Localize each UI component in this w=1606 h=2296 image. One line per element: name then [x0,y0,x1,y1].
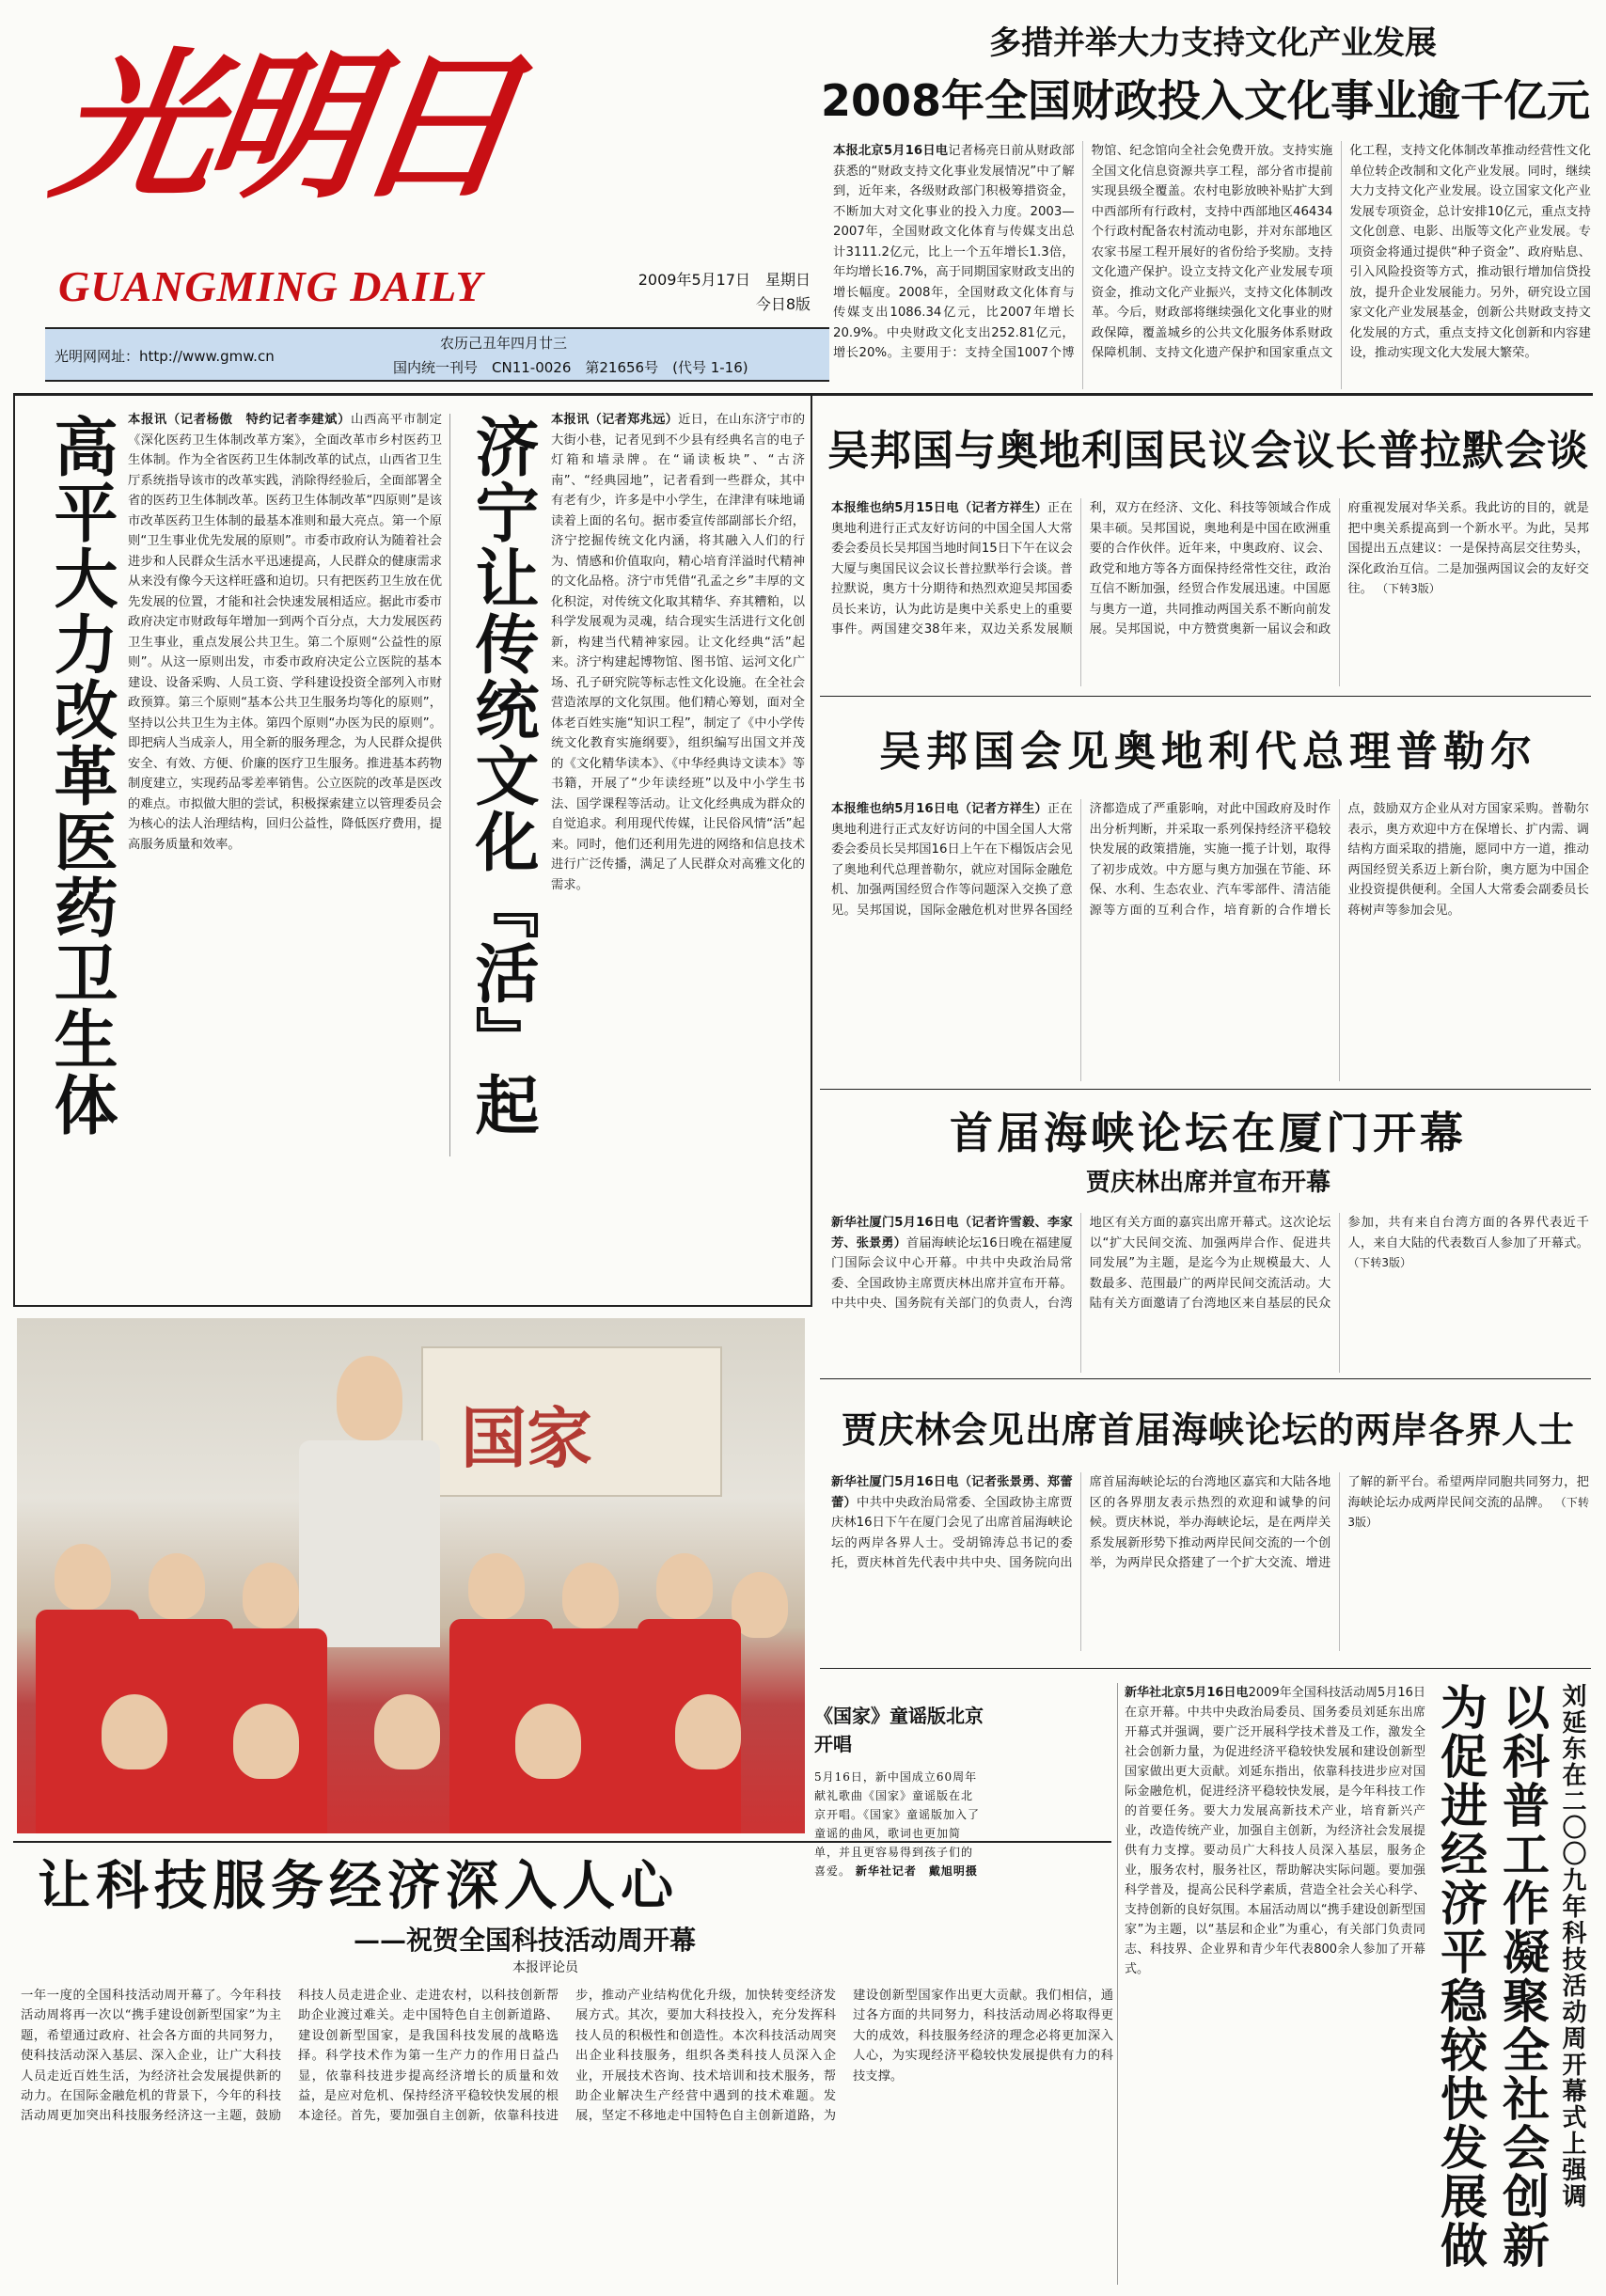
divider [13,395,15,1307]
liu-headline-line1[interactable]: 以科普工作凝聚全社会创新 [1495,1683,1550,2270]
jia-meets-text: 中共中央政治局常委、全国政协主席贾庆林16日下午在厦门会见了出席首届海峡论坛的两岸各界人士。受胡锦涛总书记的委托，贾庆林首先代表中共中央、国务院向出席首届海峡论坛的台湾地区嘉宾和大陆各地区的各界朋友表示热烈的欢迎和诚挚的问候。贾庆林说，举办海峡论坛，是在两岸关系发展新形势下推动两岸民间交流的一个创举，为两岸民众搭建了一个扩大交流、增进了解的新平台。希望两岸同胞共同努力，把海峡论坛办成两岸民间交流的品牌。 [831,1475,1589,1570]
website-link[interactable]: 光明网网址：http://www.gmw.cn [55,348,275,365]
divider [13,1841,1111,1843]
editorial-byline: 本报评论员 [512,1960,578,1975]
lead-headline[interactable]: 2008年全国财政投入文化事业逾千亿元 [820,75,1591,126]
editorial-headline[interactable]: 让科技服务经济深入人心 [38,1856,679,1917]
wu-parl-continued: （下转3版） [1377,582,1441,595]
strait-forum-text: 首届海峡论坛16日晚在福建厦门国际会议中心开幕。中共中央政治局常委、全国政协主席贾庆林出席并宣布开幕。中共中央、国务院有关部门的负责人，台湾地区有关方面的嘉宾出席开幕式。这次论坛以“扩大民间交流、加强两岸合作、促进共同发展”为主题，是迄今为止规模最大、人数最多、范围最广的两岸民间交流活动。大陆有关方面邀请了台湾地区来自基层的民众参加，共有来自台湾方面的各界代表近千人，来自大陆的代表数百人参加了开幕式。 [831,1216,1589,1311]
issn-number: 国内统一刊号 CN11-0026 第21656号 (代号 1-16) [393,359,748,376]
divider [449,414,450,1156]
lead-body [833,141,1591,389]
masthead-info-bar [45,327,829,382]
liu-kicker: 刘延东在二〇〇九年科技活动周开幕式上强调 [1558,1683,1586,2210]
liu-dateline: 新华社北京5月16日电 [1125,1686,1249,1700]
photo-screen-text: 国家 [461,1399,592,1477]
liu-headline-line2[interactable]: 为促进经济平稳较快发展做 [1433,1683,1488,2270]
lead-kicker: 多措并举大力支持文化产业发展 [989,24,1437,62]
strait-forum-body [831,1213,1589,1373]
wu-parl-body [831,498,1589,686]
masthead-date-block [566,268,811,324]
photo-credit: 新华社记者 戴旭明摄 [855,1864,978,1878]
wu-chancellor-headline[interactable]: 吴邦国会见奥地利代总理普勒尔 [879,728,1537,776]
masthead-logo: 光明日報 [42,33,522,221]
divider [13,393,1593,396]
healthcare-dateline: 本报讯（记者杨傲 特约记者李建斌） [128,413,352,427]
strait-forum-headline[interactable]: 首届海峡论坛在厦门开幕 [950,1108,1467,1158]
divider [1117,1683,1118,2285]
photo-caption [814,1768,984,1956]
editorial-subtitle: ——祝贺全国科技活动周开幕 [353,1925,696,1956]
divider [820,1089,1591,1090]
issue-date: 2009年5月17日 星期日 [638,271,811,289]
culture-body [551,410,805,1294]
strait-forum-subtitle: 贾庆林出席并宣布开幕 [1085,1169,1330,1197]
divider [820,696,1591,697]
photo-caption-body: 5月16日，新中国成立60周年献礼歌曲《国家》童谣版在北京开唱。《国家》童谣版加入了童谣的曲风，歌词也更加简单，并且更容易得到孩子们的喜爱。 [814,1770,981,1878]
lead-dateline: 本报北京5月16日电 [833,144,949,158]
divider [820,1668,1591,1669]
masthead-logo-en: GUANGMING DAILY [58,262,483,310]
liu-body [1125,1683,1425,2285]
jia-meets-continued: （下转3版） [1347,1495,1589,1529]
photo-backdrop-screen [421,1346,722,1497]
wu-chancellor-body [831,799,1589,1081]
strait-forum-dateline: 新华社厦门5月16日电（记者许雪毅、李家芳、张景勇） [831,1216,1073,1250]
culture-text: 近日，在山东济宁市的大街小巷，记者见到不少县有经典名言的电子灯箱和墙录牌。在“诵读板块”、“古济南”、“经典园地”，记者看到一些群众，其中有老有少，许多是中小学生，在津津有味地诵读着上面的名句。据市委宣传部副部长介绍，济宁挖掘传统文化内涵，将其融入人们的行为、情感和价值取向，精心培育洋溢时代精神的文化品格。济宁市凭借“孔孟之乡”丰厚的文化积淀，对传统文化取其精华、弃其糟粕，以科学发展观为灵魂，结合现实生活进行文化创新，构建当代精神家园。让文化经典“活”起来。济宁构建起博物馆、图书馆、运河文化广场、孔子研究院等标志性文化设施。在全社会营造浓厚的文化氛围。他们精心筹划，面对全体老百姓实施“知识工程”，制定了《中小学传统文化教育实施纲要》，组织编写出国文并茂的《文化精华读本》、《中华经典诗文读本》等书籍，开展了“少年读经班”以及中小学生书法、国学课程等活动。让文化经典成为群众的自觉追求。利用现代传媒，让民俗风情“活”起来。同时，他们还利用先进的网络和信息技术进行广泛传播，满足了人民群众对高雅文化的需求。 [551,413,805,892]
jia-meets-dateline: 新华社厦门5月16日电（记者张景勇、郑蕾蕾） [831,1475,1073,1510]
jia-meets-headline[interactable]: 贾庆林会见出席首届海峡论坛的两岸各界人士 [841,1409,1575,1451]
editorial-body: 一年一度的全国科技活动周开幕了。今年科技活动周将再一次以“携手建设创新型国家”为主题，希望通过政府、社会各方面的共同努力，使科技活动深入基层、深入企业，让广大科技人员走近百姓生活，为经济社会发展提供新的动力。在国际金融危机的背景下，今年的科技活动周更加突出科技服务经济这一主题，鼓励科技人员走进企业、走进农村，以科技创新帮助企业渡过难关。走中国特色自主创新道路、建设创新型国家，是我国科技发展的战略选择。科学技术作为第一生产力的作用日益凸显，依靠科技进步提高经济增长的质量和效益，是应对危机、保持经济平稳较快发展的根本途径。首先，要加强自主创新，依靠科技进步，推动产业结构优化升级，加快转变经济发展方式。其次，要加大科技投入，充分发挥科技人员的积极性和创造性。本次科技活动周突出企业科技服务，组织各类科技人员深入企业，开展技术咨询、技术培训和技术服务，帮助企业解决生产经营中遇到的技术难题。发展，坚定不移地走中国特色自主创新道路，为建设创新型国家作出更大贡献。我们相信，通过各方面的共同努力，科技活动周必将取得更大的成效，科技服务经济的理念必将更加深入人心，为实现经济平稳较快发展提供有力的科技支撑。 [21,1989,1113,2124]
photo-caption-title: 《国家》童谣版北京开唱 [814,1705,984,1755]
healthcare-body [128,410,442,1162]
wu-chancellor-dateline: 本报维也纳5月16日电（记者方祥生） [831,802,1047,816]
divider [820,1378,1591,1379]
culture-headline[interactable]: 济宁让传统文化『活』起 [464,414,539,1138]
healthcare-text: 山西高平市制定《深化医药卫生体制改革方案》，全面改革市乡村医药卫生体制。作为全省医药卫生体制改革的试点，山西省卫生厅系统指导该市的改革实践，消除得经验后，全面部署全省的医药卫生体制改革。医药卫生体制改革“四原则”是该市改革医药卫生体制的最基本准则和最大亮点。第一个原则“卫生事业优先发展的原则”。市委市政府认为随着社会进步和人民群众生活水平迅速提高，人民群众的健康需求从来没有像今天这样旺盛和迫切。只有把医药卫生放在优先发展的位置，才能和社会快速发展相适应。据此市委市政府决定市财政每年增加一到两个百分点，大力发展医药卫生事业，重点发展公共卫生。第二个原则“公益性的原则”。从这一原则出发，市委市政府决定公立医院的基本建设、设备采购、人员工资、学科建设投资全部列入市财政预算。第三个原则“基本公共卫生服务均等化的原则”，坚持以公共卫生为主体。第四个原则“办医为民的原则”。即把病人当成亲人，用全新的服务理念，为人民群众提供安全、有效、方便、价廉的医疗卫生服务。推进基本药物制度建立，实现药品零差率销售。公立医院的改革是医改的难点。市拟做大胆的尝试，积极探索建立以管理委员会为核心的法人治理结构，回归公益性，降低医疗费用，提高服务质量和效率。 [128,413,442,852]
healthcare-headline[interactable]: 高平大力改革医药卫生体 [43,414,118,1138]
divider [13,1305,812,1307]
liu-text: 2009年全国科技活动周5月16日在京开幕。中共中央政治局委员、国务委员刘延东出席开幕式并强调，要广泛开展科学技术普及工作，激发全社会创新力量，为促进经济平稳较快发展和建设创新型国家做出更大贡献。刘延东指出，依靠科技进步应对国际金融危机，促进经济平稳较快发展，是今年科技工作的首要任务。要大力发展高新技术产业，培育新兴产业，改造传统产业，加强自主创新，为经济社会发展提供有力支撑。要动员广大科技人员深入基层，服务企业，服务农村，服务社区，帮助解决实际问题。要加强科学普及，提高公民科学素质，营造全社会关心科学、支持创新的良好氛围。本届活动周以“携手建设创新型国家”为主题，以“基层和企业”为重心，有关部门负责同志、科技界、企业界和青少年代表800余人参加了开幕式。 [1125,1686,1425,1976]
wu-parl-dateline: 本报维也纳5月15日电（记者方祥生） [831,501,1047,515]
wu-chancellor-text: 正在奥地利进行正式友好访问的中国全国人大常委会委员长吴邦国16日上午在下榻饭店会见了奥地利代总理普勒尔，就应对国际金融危机、加强两国经贸合作等问题深入交换了意见。吴邦国说，国际金融危机对世界各国经济都造成了严重影响，对此中国政府及时作出分析判断，并采取一系列保持经济平稳较快发展的政策措施，实施一揽子计划，取得了初步成效。中方愿与奥方加强在节能、环保、水利、生态农业、汽车零部件、清洁能源等方面的互利合作，培育新的合作增长点，鼓励双方企业从对方国家采购。普勒尔表示，奥方欢迎中方在保增长、扩内需、调结构方面采取的措施，愿同中方一道，推动两国经贸关系迈上新台阶，奥方愿为中国企业投资提供便利。全国人大常委会副委员长蒋树声等参加会见。 [831,802,1589,918]
lead-text: 记者杨亮日前从财政部获悉的“财政支持文化事业发展情况”中了解到，近年来，各级财政部门积极筹措资金，不断加大对文化事业的投入力度。2003—2007年，全国财政文化体育与传媒支出总计3111.2亿元，比上一个五年增长1.3倍，年均增长16.7%，高于同期国家财政支出的增长幅度。2008年，全国财政文化体育与传媒支出1086.34亿元，比2007年增长20.9%。中央财政文化支出252.81亿元，增长20%。主要用于：支持全国1007个博物馆、纪念馆向全社会免费开放。支持实施全国文化信息资源共享工程，部分省市提前实现县级全覆盖。农村电影放映补贴扩大到中西部所有行政村，支持中西部地区46434个行政村配备农村流动电影，并对东部地区农家书屋工程开展好的省份给予奖励。支持文化遗产保护。设立支持文化产业发展专项资金，推动文化产业振兴，支持文化体制改革。今后，财政部将继续强化文化事业的财政保障，覆盖城乡的公共文化服务体系财政保障机制、支持文化遗产保护和国家重点文化工程，支持文化体制改革推动经营性文化单位转企改制和文化产业发展。同时，继续大力支持文化产业发展。设立国家文化产业发展专项资金，总计安排10亿元，重点支持文化创意、电影、出版等文化产业发展。专项资金将通过提供“种子资金”、政府贴息、引入风险投资等方式，推动银行增加信贷投放，提升企业发展能力。另外，研究设立国家文化产业发展基金，创新公共财政支持文化发展的方式，重点支持文化创新和内容建设，推动实现文化大发展大繁荣。 [833,144,1591,360]
wu-parl-headline[interactable]: 吴邦国与奥地利国民议会议长普拉默会谈 [827,427,1589,475]
strait-forum-continued: （下转3版） [1347,1256,1411,1269]
divider [811,395,812,1307]
news-photo[interactable] [17,1318,805,1833]
lunar-date: 农历己丑年四月廿三 [440,335,568,352]
wu-parl-text: 正在奥地利进行正式友好访问的中国全国人大常委会委员长吴邦国当地时间15日下午在议会大厦与奥国民议会议长普拉默举行会谈。普拉默说，奥方十分期待和热烈欢迎吴邦国委员长来访，认为此访是奥中关系史上的重要事件。两国建交38年来，双边关系发展顺利，双方在经济、文化、科技等领域合作成果丰硕。吴邦国说，奥地利是中国在欧洲重要的合作伙伴。近年来，中奥政府、议会、政党和地方等各方面保持经常性交往，政治互信不断加强，经贸合作发展迅速。中国愿与奥方一道，共同推动两国关系不断向前发展。吴邦国说，中方赞赏奥新一届议会和政府重视发展对华关系。我此访的目的，就是把中奥关系提高到一个新水平。为此，吴邦国提出五点建议：一是保持高层交往势头，深化政治互信。二是加强两国议会的友好交往。 [831,501,1589,637]
issue-edition: 今日8版 [755,295,811,313]
culture-dateline: 本报讯（记者郑兆远） [551,413,679,427]
jia-meets-body [831,1472,1589,1651]
